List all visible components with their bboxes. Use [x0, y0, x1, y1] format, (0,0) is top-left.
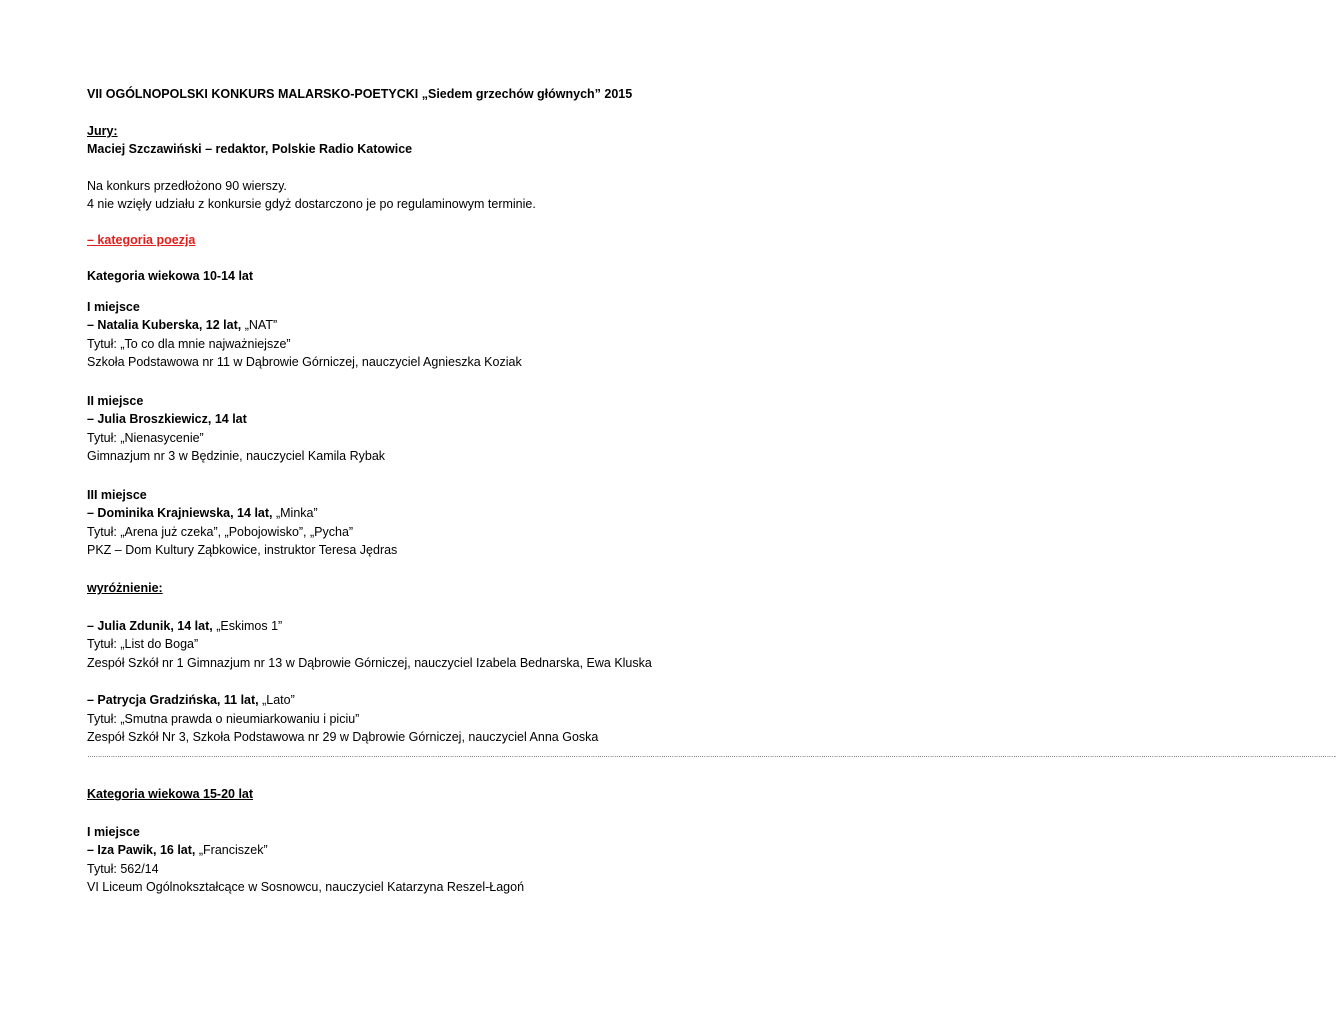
separator-line: ……………………………………………………………………………………………………………………………………………………………………………………………………………………………………………………………………………………………………………………………………………………………………………………………………………………………………………………………………………………………………………………………………….	[87, 752, 1336, 759]
g1-second-title: Tytuł: „Nienasycenie”	[87, 431, 204, 445]
g1-second-school: Gimnazjum nr 3 w Będzinie, nauczyciel Kamila Rybak	[87, 449, 386, 463]
g1-third-pseudonym: „Minka”	[272, 506, 318, 520]
g2-first-title: Tytuł: 562/14	[87, 862, 159, 876]
g1-second-name: – Julia Broszkiewicz, 14 lat	[87, 412, 247, 426]
distinction-2-entrant	[87, 692, 295, 708]
intro-line-2: 4 nie wzięły udziału z konkursie gdyż dostarczono je po regulaminowym terminie.	[87, 197, 536, 211]
g1-first-title: Tytuł: „To co dla mnie najważniejsze”	[87, 337, 291, 351]
distinction-2-title: Tytuł: „Smutna prawda o nieumiarkowaniu i piciu”	[87, 712, 360, 726]
g1-third-title: Tytuł: „Arena już czeka”, „Pobojowisko”, „Pycha”	[87, 525, 354, 539]
jury-label: Jury:	[87, 124, 118, 138]
g2-first-school: VI Liceum Ogólnokształcące w Sosnowcu, nauczyciel Katarzyna Reszel-Łagoń	[87, 880, 525, 894]
g1-first-school: Szkoła Podstawowa nr 11 w Dąbrowie Górniczej, nauczyciel Agnieszka Koziak	[87, 355, 522, 369]
age-group-2-heading: Kategoria wiekowa 15-20 lat	[87, 787, 254, 801]
age-group-1-heading: Kategoria wiekowa 10-14 lat	[87, 269, 254, 283]
distinction-2-name: – Patrycja Gradzińska, 11 lat,	[87, 693, 259, 707]
distinction-1-title: Tytuł: „List do Boga”	[87, 637, 199, 651]
g1-first-place: I miejsce	[87, 300, 140, 314]
category-heading: – kategoria poezja	[87, 233, 196, 247]
distinction-1-school: Zespół Szkół nr 1 Gimnazjum nr 13 w Dąbrowie Górniczej, nauczyciel Izabela Bednarska, Ewa Kluska	[87, 656, 652, 670]
g1-third-school: PKZ – Dom Kultury Ząbkowice, instruktor Teresa Jędras	[87, 543, 398, 557]
jury-member	[87, 141, 412, 157]
intro-line-1: Na konkurs przedłożono 90 wierszy.	[87, 179, 287, 193]
g2-first-pseudonym: „Franciszek”	[195, 843, 268, 857]
g2-first-entrant	[87, 842, 268, 858]
g1-first-name: – Natalia Kuberska, 12 lat,	[87, 318, 242, 332]
distinction-2-school: Zespół Szkół Nr 3, Szkoła Podstawowa nr 29 w Dąbrowie Górniczej, nauczyciel Anna Goska	[87, 730, 599, 744]
g2-first-place: I miejsce	[87, 825, 140, 839]
g1-first-pseudonym: „NAT”	[241, 318, 278, 332]
jury-member-name: Maciej Szczawiński	[87, 142, 202, 156]
distinction-2-pseudonym: „Lato”	[258, 693, 295, 707]
distinction-label: wyróżnienie:	[87, 581, 163, 595]
document-title: VII OGÓLNOPOLSKI KONKURS MALARSKO-POETYCKI „Siedem grzechów głównych” 2015	[87, 87, 633, 101]
distinction-1-entrant	[87, 618, 282, 634]
distinction-1-name: – Julia Zdunik, 14 lat,	[87, 619, 213, 633]
g2-first-name: – Iza Pawik, 16 lat,	[87, 843, 196, 857]
g1-third-place: III miejsce	[87, 488, 147, 502]
g1-third-name: – Dominika Krajniewska, 14 lat,	[87, 506, 273, 520]
g1-first-entrant	[87, 317, 277, 333]
g1-second-place: II miejsce	[87, 394, 144, 408]
distinction-1-pseudonym: „Eskimos 1”	[212, 619, 283, 633]
g1-third-entrant	[87, 505, 318, 521]
jury-member-role: – redaktor, Polskie Radio Katowice	[201, 142, 413, 156]
